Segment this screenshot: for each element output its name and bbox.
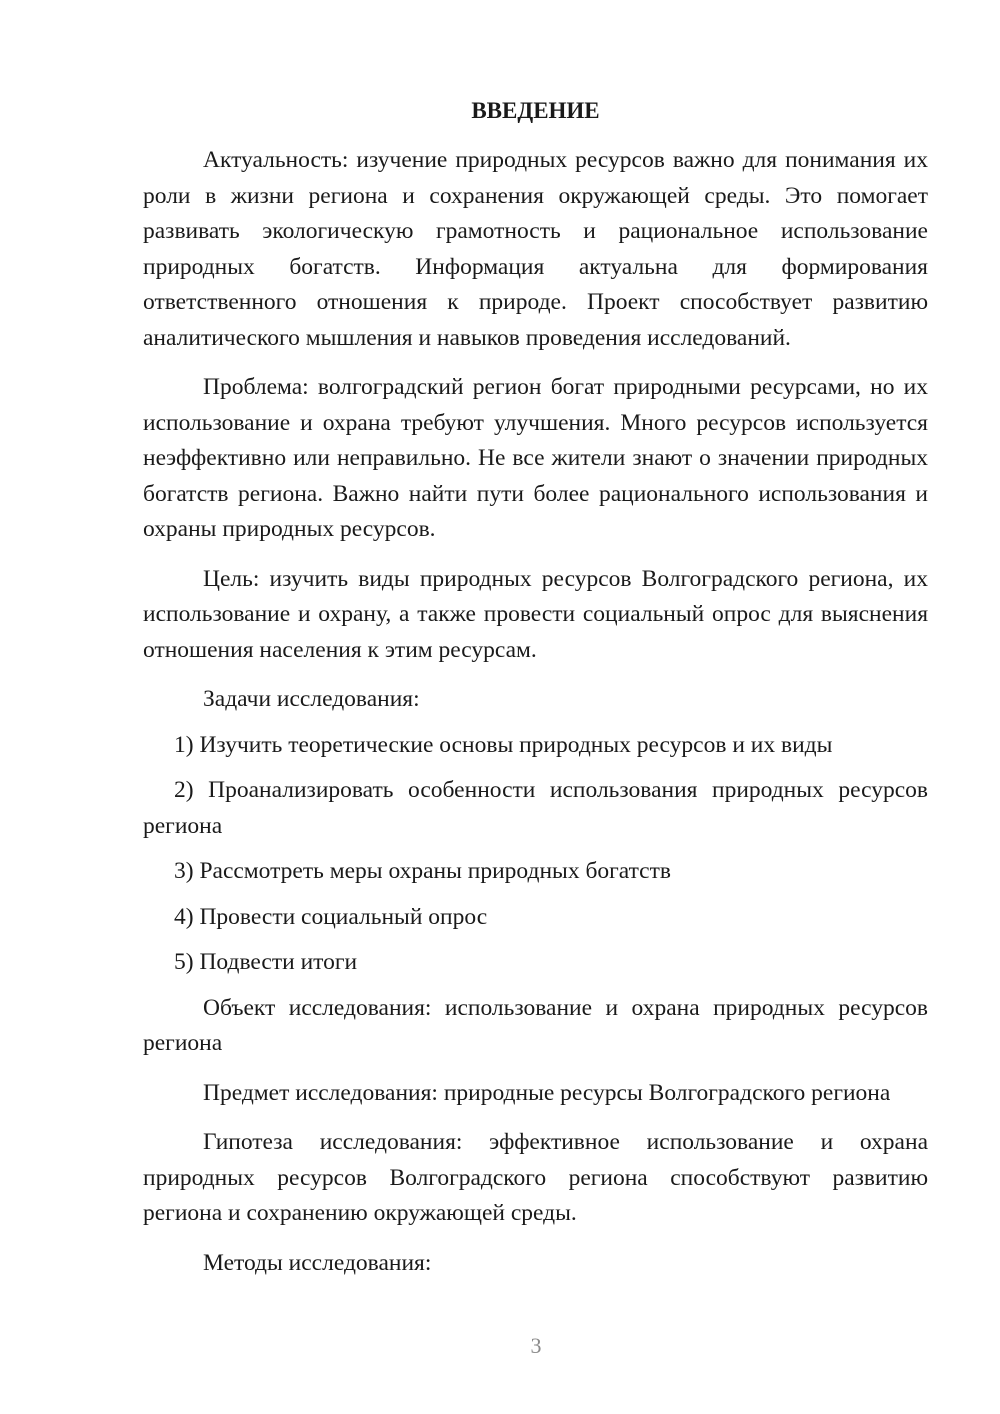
task-item: 3) Рассмотреть меры охраны природных богатств: [174, 858, 671, 884]
document-body: [143, 96, 928, 1281]
object-paragraph: Объект исследования: использование и охрана природных ресурсов региона: [143, 994, 928, 1056]
task-item: 4) Провести социальный опрос: [174, 903, 488, 930]
hypothesis-paragraph: Гипотеза исследования: эффективное использование и охрана природных ресурсов Волгоградского региона способствуют развитию региона и сохранению окружающей среды.: [143, 1129, 928, 1226]
task-item: 2) Проанализировать особенности использования природных ресурсов региона: [143, 777, 928, 839]
problem-paragraph: Проблема: волгоградский регион богат природными ресурсами, но их использование и охрана требуют улучшения. Много ресурсов используется неэффективно или неправильно. Не все жители знают о значении природных богатств региона. Важно найти пути более рационального использования и охраны природных ресурсов.: [143, 374, 928, 542]
relevance-paragraph: Актуальность: изучение природных ресурсов важно для понимания их роли в жизни региона и сохранения окружающей среды. Это помогает развивать экологическую грамотность и рациональное использование природных богатств. Информация актуальна для формирования ответственного отношения к природе. Проект способствует развитию аналитического мышления и навыков проведения исследований.: [143, 147, 928, 351]
subject-paragraph: Предмет исследования: природные ресурсы Волгоградского региона: [203, 1079, 891, 1106]
page-title: ВВЕДЕНИЕ: [471, 98, 600, 123]
task-item: 1) Изучить теоретические основы природных ресурсов и их виды: [174, 731, 833, 758]
task-item: 5) Подвести итоги: [174, 949, 358, 975]
page-number: 3: [530, 1333, 542, 1358]
goal-paragraph: Цель: изучить виды природных ресурсов Волгоградского региона, их использование и охрану, а также провести социальный опрос для выяснения отношения населения к этим ресурсам.: [143, 565, 928, 663]
tasks-heading: Задачи исследования:: [203, 686, 420, 712]
methods-heading: Методы исследования:: [203, 1249, 432, 1276]
